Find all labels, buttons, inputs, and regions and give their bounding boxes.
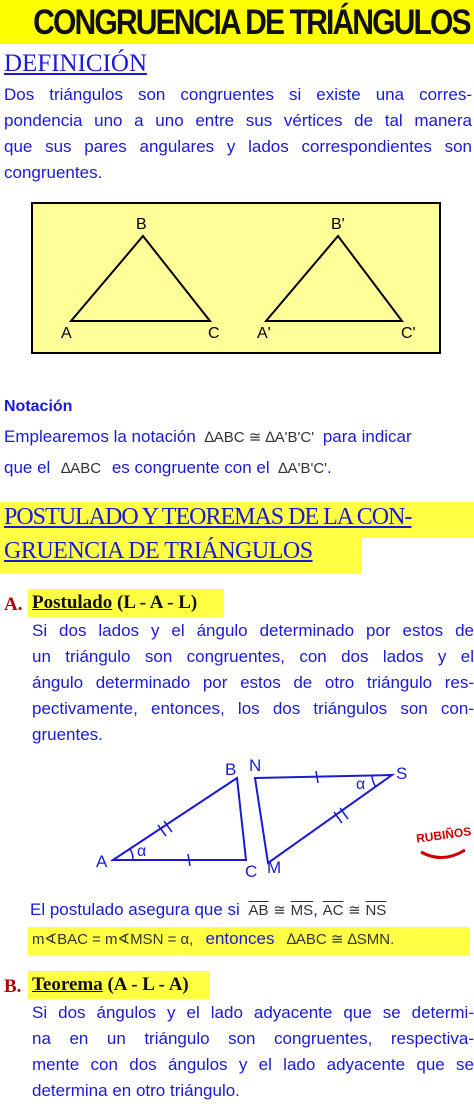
segment-ab: $\overline{AB}$ [248, 902, 269, 919]
teorema-subtitle: (A - L - A) [107, 974, 189, 995]
congruent-symbol: ≅ [348, 902, 361, 919]
page-title: CONGRUENCIA DE TRIÁNGULOS [33, 3, 470, 42]
postulates-heading-line-2: GRUENCIA DE TRIÁNGULOS [4, 538, 313, 564]
segment-ns: $\overline{NS}$ [365, 902, 387, 919]
vertex-label-n: N [249, 756, 262, 775]
notation-formula: ∆ABC [61, 460, 102, 477]
vertex-label-c-prime: C' [401, 325, 416, 342]
triangle-nsm [255, 775, 392, 863]
vertex-label-b-prime: B' [331, 216, 345, 233]
logo-swoosh [417, 842, 469, 862]
notation-text: Emplearemos la notación [4, 427, 196, 446]
definition-line: pondencia uno a uno entre sus vértices de tal manera [4, 111, 472, 130]
angle-label-alpha-s: α [356, 776, 366, 793]
section-a-line: gruentes. [32, 725, 103, 744]
vertex-label-a: A [61, 325, 72, 342]
teorema-title: Teorema [32, 974, 103, 995]
section-a-title [32, 592, 197, 614]
notation-text: que el [4, 458, 51, 477]
angle-arc-a [130, 849, 133, 860]
section-a-line: Si dos lados y el ángulo determinado por estos de [32, 621, 474, 640]
section-a-letter [4, 594, 22, 616]
vertex-label-m: M [267, 858, 282, 877]
vertex-label-b: B [136, 216, 147, 233]
section-a-line: pectivamente, entonces, los dos triángulos son con- [32, 699, 474, 718]
notation-heading: Notación [4, 398, 73, 415]
comma: , [313, 900, 318, 919]
notation-line-1 [4, 424, 474, 451]
section-letter: B. [4, 976, 22, 997]
section-b-text [32, 1000, 474, 1104]
definition-text [4, 82, 472, 186]
segment-ac: $\overline{AC}$ [322, 902, 344, 919]
vertex-label-a: A [96, 852, 108, 871]
vertex-label-b: B [225, 760, 237, 779]
section-b-line: mente con dos ángulos y el lado adyacente que se [32, 1055, 474, 1074]
angle-line [32, 929, 394, 949]
segment-ms: $\overline{MS}$ [290, 902, 314, 919]
postulado-subtitle: (L - A - L) [117, 592, 198, 613]
triangle-abc [71, 236, 210, 321]
definition-line: Dos triángulos son congruentes si existe una corres- [4, 85, 472, 104]
section-a-line: ángulo determinado por estos de otro triángulo res- [32, 673, 474, 692]
notation-text: . [327, 458, 332, 477]
conclusion: ∆ABC ≅ ∆SMN. [286, 931, 395, 948]
postulates-heading-line-1: POSTULADO Y TEOREMAS DE LA CON- [4, 504, 412, 530]
then-text: entonces [205, 929, 275, 948]
section-letter: A. [4, 594, 23, 615]
angle-label-alpha-a: α [137, 843, 147, 860]
section-b-line: determina en otro triángulo. [32, 1081, 240, 1100]
congruent-symbol: ≅ [273, 902, 286, 919]
triangles-figure [31, 202, 441, 354]
section-b-line: na en un triángulo son congruentes, respectiva- [32, 1029, 474, 1048]
section-a-line: un triángulo son congruentes, con dos lados y el [32, 647, 474, 666]
definition-line: congruentes. [4, 163, 103, 182]
angle-equality: m∢BAC = m∢MSN = α, [32, 931, 194, 948]
vertex-label-c: C [208, 325, 220, 342]
section-b-title [32, 974, 189, 996]
angle-arc-s [372, 775, 376, 787]
notation-text: es congruente con el [111, 458, 270, 477]
rubinos-logo: RUBIÑOS [415, 824, 473, 846]
statement-line [30, 897, 474, 924]
notation-formula: ∆ABC ≅ ∆A'B'C' [204, 429, 315, 446]
triangle-abc-prime [266, 236, 402, 321]
definition-line: que sus pares angulares y lados correspondientes son [4, 137, 472, 156]
vertex-label-s: S [396, 764, 408, 783]
triangle-abc-2 [113, 778, 246, 860]
notation-line-2 [4, 455, 474, 482]
section-a-text [32, 618, 474, 748]
vertex-label-a-prime: A' [257, 325, 271, 342]
definition-heading: DEFINICIÓN [4, 50, 148, 77]
section-b-letter [4, 976, 21, 998]
triangles-svg [33, 204, 439, 352]
postulado-title: Postulado [32, 592, 113, 613]
notation-text: para indicar [322, 427, 412, 446]
vertex-label-c: C [245, 862, 258, 881]
statement-text: El postulado asegura que si [30, 900, 240, 919]
tick-marks [158, 771, 348, 866]
section-b-line: Si dos ángulos y el lado adyacente que se determi- [32, 1003, 474, 1022]
notation-formula: ∆A'B'C' [278, 460, 328, 477]
